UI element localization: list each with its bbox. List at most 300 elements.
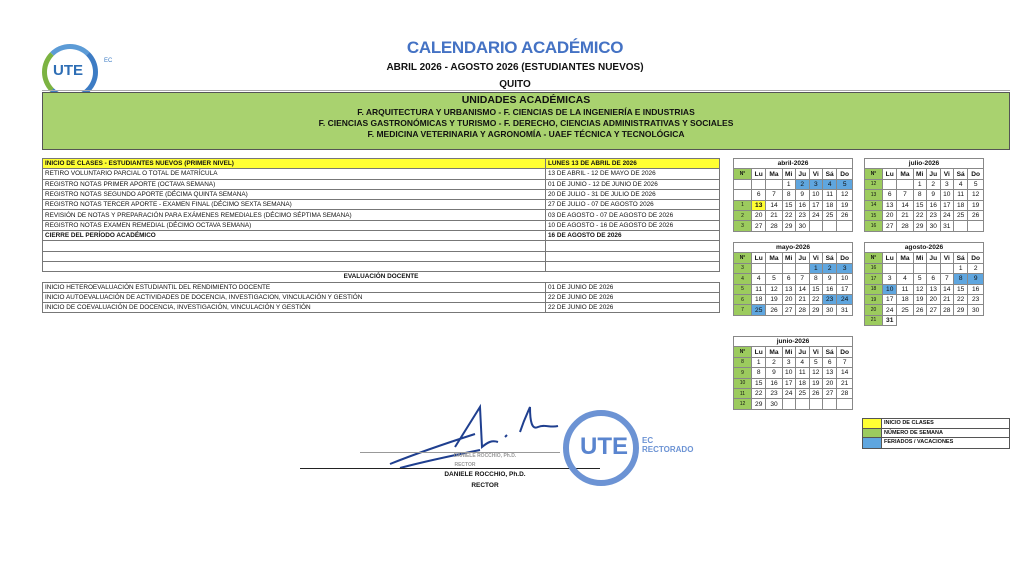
calendar-day: 7 (766, 190, 782, 200)
calendar-day: 16 (766, 378, 782, 388)
calendar-day: 4 (953, 179, 967, 189)
calendar-week (734, 274, 853, 284)
calendar-day: 5 (766, 274, 782, 284)
calendar-day: 8 (782, 190, 795, 200)
empty-cell (940, 263, 953, 273)
section-heading-row (43, 272, 720, 282)
week-number: 5 (734, 284, 752, 294)
calendar-day: 19 (968, 200, 984, 210)
weekday-header: Ju (795, 169, 809, 179)
calendar-title: agosto-2026 (865, 243, 984, 253)
signer-name: DANIELE ROCCHIO, Ph.D. (444, 471, 526, 478)
calendar-day: 11 (752, 284, 766, 294)
calendar-day: 14 (897, 200, 913, 210)
calendar-day: 15 (809, 284, 822, 294)
calendar-week (865, 284, 984, 294)
calendar-day: 30 (766, 399, 782, 409)
calendar-day: 10 (809, 190, 822, 200)
units-line: F. CIENCIAS GASTRONÓMICAS Y TURISMO - F. DERECHO, CIENCIAS ADMINISTRATIVAS Y SOCIALES (318, 118, 734, 128)
calendar-week (865, 315, 984, 325)
calendar-week (865, 294, 984, 304)
calendar-day: 3 (883, 274, 897, 284)
calendar-day: 10 (837, 274, 853, 284)
calendar-day: 22 (809, 294, 822, 304)
calendar-day: 24 (940, 210, 953, 220)
calendar-day: 13 (883, 200, 897, 210)
calendar-day: 2 (795, 179, 809, 189)
calendar-title: mayo-2026 (734, 243, 853, 253)
calendar-week (734, 284, 853, 294)
calendar-day: 5 (913, 274, 926, 284)
empty-cell (782, 263, 795, 273)
weekday-header: Sá (822, 169, 836, 179)
legend (862, 418, 1010, 449)
calendar-day: 12 (809, 368, 822, 378)
calendar-day: 16 (926, 200, 940, 210)
calendar-day: 30 (822, 305, 836, 315)
calendar-day: 1 (782, 179, 795, 189)
signature-line (300, 468, 600, 469)
units-line: F. MEDICINA VETERINARIA Y AGRONOMÍA - UAEF TÉCNICA Y TECNOLÓGICA (367, 129, 685, 139)
weekday-header: Ma (766, 347, 782, 357)
empty-cell (752, 179, 766, 189)
week-number: 6 (734, 294, 752, 304)
calendar-week (734, 221, 853, 231)
table-row: REGISTRO NOTAS PRIMER APORTE (OCTAVA SEMANA) 01 DE JUNIO - 12 DE JUNIO DE 2026 (43, 179, 720, 189)
calendar-day: 24 (837, 294, 853, 304)
events-table (42, 158, 720, 313)
calendar-title: julio-2026 (865, 159, 984, 169)
calendar-july (864, 158, 984, 232)
weekday-header: Lu (883, 253, 897, 263)
calendar-day: 1 (752, 357, 766, 367)
weekday-header: Sá (953, 253, 967, 263)
calendar-day: 24 (809, 210, 822, 220)
week-number: 15 (865, 210, 883, 220)
calendar-day: 3 (837, 263, 853, 273)
calendar-day: 25 (752, 305, 766, 315)
calendar-week (734, 200, 853, 210)
table-row: INICIO HETEROEVALUACIÓN ESTUDIANTIL DEL RENDIMIENTO DOCENTE 01 DE JUNIO DE 2026 (43, 282, 720, 292)
empty-cell (897, 315, 913, 325)
empty-cell (897, 179, 913, 189)
weekday-header: Ju (926, 169, 940, 179)
calendar-day: 6 (752, 190, 766, 200)
weekday-header: Do (968, 253, 984, 263)
calendar-day: 3 (940, 179, 953, 189)
calendar-day: 4 (822, 179, 836, 189)
week-number: 16 (865, 221, 883, 231)
calendar-week (865, 305, 984, 315)
empty-cell (897, 263, 913, 273)
calendar-day: 23 (822, 294, 836, 304)
calendar-day: 4 (752, 274, 766, 284)
calendar-day: 28 (795, 305, 809, 315)
weekday-header: Ma (766, 169, 782, 179)
calendar-day: 7 (795, 274, 809, 284)
page-title: CALENDARIO ACADÉMICO (406, 38, 624, 57)
calendar-title: abril-2026 (734, 159, 853, 169)
week-number: 1 (734, 200, 752, 210)
week-number: 20 (865, 305, 883, 315)
faint-signer-role: RECTOR (454, 462, 476, 468)
calendar-day: 7 (897, 190, 913, 200)
calendar-day: 20 (782, 294, 795, 304)
calendar-week (734, 357, 853, 367)
calendar-day: 2 (766, 357, 782, 367)
calendar-week (734, 190, 853, 200)
calendar-day: 2 (926, 179, 940, 189)
weekday-header: Sá (953, 169, 967, 179)
calendar-day: 30 (968, 305, 984, 315)
empty-cell (766, 263, 782, 273)
calendar-day: 28 (837, 388, 853, 398)
calendar-may (733, 242, 853, 316)
calendar-week (734, 378, 853, 388)
empty-cell (752, 263, 766, 273)
calendar-week (865, 179, 984, 189)
calendar-day: 24 (782, 388, 795, 398)
calendar-day: 26 (913, 305, 926, 315)
calendar-day: 11 (897, 284, 913, 294)
calendar-week (734, 210, 853, 220)
calendar-day: 22 (953, 294, 967, 304)
calendar-day: 17 (782, 378, 795, 388)
week-number: 4 (734, 274, 752, 284)
calendar-day: 27 (782, 305, 795, 315)
week-number: 12 (865, 179, 883, 189)
calendar-day: 20 (883, 210, 897, 220)
week-number: 10 (734, 378, 752, 388)
empty-cell (883, 263, 897, 273)
weekday-header: Sá (822, 253, 836, 263)
calendar-day: 18 (795, 378, 809, 388)
table-row: INICIO DE CLASES - ESTUDIANTES NUEVOS (PRIMER NIVEL) LUNES 13 DE ABRIL DE 2026 (43, 159, 720, 169)
calendar-day: 17 (809, 200, 822, 210)
calendar-august (864, 242, 984, 326)
calendar-june (733, 336, 853, 410)
legend-swatch (863, 429, 882, 438)
calendar-title: junio-2026 (734, 337, 853, 347)
calendar-day: 8 (752, 368, 766, 378)
week-number: 18 (865, 284, 883, 294)
calendar-week (865, 263, 984, 273)
calendar-day: 8 (953, 274, 967, 284)
empty-cell (809, 399, 822, 409)
empty-cell (837, 399, 853, 409)
weekday-header: Do (968, 169, 984, 179)
calendar-week (865, 190, 984, 200)
empty-row (43, 261, 720, 271)
weekday-header: Mi (782, 169, 795, 179)
table-row: INICIO AUTOEVALUACIÓN DE ACTIVIDADES DE DOCENCIA, INVESTIGACION, VINCULACIÓN Y GESTIÓN 22 DE JUNIO DE 2026 (43, 292, 720, 302)
weekday-header: Lu (752, 253, 766, 263)
calendar-day: 12 (913, 284, 926, 294)
calendar-day: 17 (940, 200, 953, 210)
calendar-day: 2 (822, 263, 836, 273)
empty-cell (837, 221, 853, 231)
weekday-header: N° (865, 169, 883, 179)
weekday-header: Ju (926, 253, 940, 263)
table-row: REGISTRO NOTAS EXAMEN REMEDIAL (DÉCIMO OCTAVA SEMANA) 10 DE AGOSTO - 16 DE AGOSTO DE 2026 (43, 220, 720, 230)
week-number: 3 (734, 263, 752, 273)
weekday-header: Vi (809, 253, 822, 263)
calendar-week (865, 221, 984, 231)
units-line: F. ARQUITECTURA Y URBANISMO - F. CIENCIAS DE LA INGENIERÍA E INDUSTRIAS (357, 107, 695, 117)
calendar-day: 12 (968, 190, 984, 200)
calendar-day: 4 (795, 357, 809, 367)
empty-cell (968, 315, 984, 325)
weekday-header: Vi (809, 347, 822, 357)
week-number: 3 (734, 221, 752, 231)
calendar-week (734, 263, 853, 273)
calendar-week (734, 294, 853, 304)
calendar-day: 15 (752, 378, 766, 388)
calendar-day: 25 (897, 305, 913, 315)
calendar-day: 13 (782, 284, 795, 294)
calendar-day: 18 (897, 294, 913, 304)
calendar-week (865, 210, 984, 220)
calendar-day: 23 (968, 294, 984, 304)
calendar-day: 31 (940, 221, 953, 231)
calendar-day: 15 (953, 284, 967, 294)
table-row: REVISIÓN DE NOTAS Y PREPARACIÓN PARA EXÁMENES REMEDIALES (DÉCIMO SÉPTIMA SEMANA) 03 DE AGOSTO - 07 DE AGOSTO DE 2026 (43, 210, 720, 220)
legend-item: NÚMERO DE SEMANA (863, 429, 1009, 439)
weekday-header: Vi (809, 169, 822, 179)
table-row: RETIRO VOLUNTARIO PARCIAL O TOTAL DE MATRÍCULA 13 DE ABRIL - 12 DE MAYO DE 2026 (43, 169, 720, 179)
weekday-header: Lu (752, 169, 766, 179)
week-number (734, 179, 752, 189)
calendar-day: 9 (926, 190, 940, 200)
calendar-day: 30 (795, 221, 809, 231)
weekday-header: Ma (766, 253, 782, 263)
week-number: 13 (865, 190, 883, 200)
calendar-day: 29 (913, 221, 926, 231)
weekday-header: Ju (795, 253, 809, 263)
calendar-day: 8 (809, 274, 822, 284)
calendar-week (734, 388, 853, 398)
table-row: REGISTRO NOTAS SEGUNDO APORTE (DÉCIMA QUINTA SEMANA) 20 DE JULIO - 31 DE JULIO DE 2026 (43, 189, 720, 199)
calendar-day: 9 (766, 368, 782, 378)
calendar-day: 5 (809, 357, 822, 367)
calendar-day: 26 (766, 305, 782, 315)
evaluation-heading: EVALUACIÓN DOCENTE (43, 272, 720, 282)
calendar-day: 23 (795, 210, 809, 220)
calendar-day: 14 (766, 200, 782, 210)
calendar-day: 12 (766, 284, 782, 294)
calendar-day: 2 (968, 263, 984, 273)
calendar-week (734, 399, 853, 409)
week-number: 19 (865, 294, 883, 304)
calendar-day: 26 (837, 210, 853, 220)
calendar-day: 21 (766, 210, 782, 220)
calendar-day: 29 (809, 305, 822, 315)
calendar-day: 6 (782, 274, 795, 284)
calendar-day: 22 (913, 210, 926, 220)
calendar-day: 27 (752, 221, 766, 231)
calendar-day: 6 (822, 357, 836, 367)
signer-role: RECTOR (471, 482, 499, 489)
empty-cell (968, 221, 984, 231)
calendar-day: 27 (883, 221, 897, 231)
weekday-header: Vi (940, 169, 953, 179)
empty-cell (940, 315, 953, 325)
weekday-header: Ma (897, 253, 913, 263)
calendar-day: 13 (752, 200, 766, 210)
faint-signer-name: DANIELE ROCCHIO, Ph.D. (453, 453, 517, 459)
ute-logo: UTE (42, 44, 98, 100)
weekday-header: Mi (782, 347, 795, 357)
calendar-day: 19 (913, 294, 926, 304)
legend-item: INICIO DE CLASES (863, 419, 1009, 429)
period-subtitle: ABRIL 2026 - AGOSTO 2026 (ESTUDIANTES NUEVOS) (386, 62, 644, 73)
week-number: 14 (865, 200, 883, 210)
calendar-day: 28 (766, 221, 782, 231)
legend-swatch (863, 419, 882, 428)
calendar-day: 9 (795, 190, 809, 200)
calendar-day: 21 (940, 294, 953, 304)
calendar-day: 4 (897, 274, 913, 284)
calendar-day: 14 (940, 284, 953, 294)
calendar-week (734, 179, 853, 189)
week-number: 2 (734, 210, 752, 220)
calendar-day: 25 (795, 388, 809, 398)
calendar-day: 27 (822, 388, 836, 398)
table-row: REGISTRO NOTAS TERCER APORTE - EXAMEN FINAL (DÉCIMO SEXTA SEMANA) 27 DE JULIO - 07 DE AGOSTO 2026 (43, 200, 720, 210)
calendar-day: 24 (883, 305, 897, 315)
logo-ec: EC (104, 58, 113, 64)
week-number: 17 (865, 274, 883, 284)
weekday-header: Lu (752, 347, 766, 357)
weekday-header: N° (734, 169, 752, 179)
empty-cell (822, 221, 836, 231)
calendar-day: 11 (795, 368, 809, 378)
empty-cell (782, 399, 795, 409)
calendar-day: 30 (926, 221, 940, 231)
calendar-week (734, 368, 853, 378)
empty-row (43, 241, 720, 251)
calendar-day: 29 (782, 221, 795, 231)
calendar-day: 21 (795, 294, 809, 304)
week-number: 16 (865, 263, 883, 273)
calendar-day: 29 (752, 399, 766, 409)
calendar-day: 17 (883, 294, 897, 304)
weekday-header: Lu (883, 169, 897, 179)
empty-cell (913, 315, 926, 325)
calendar-day: 5 (968, 179, 984, 189)
calendar-day: 3 (782, 357, 795, 367)
calendar-day: 6 (883, 190, 897, 200)
calendar-day: 15 (782, 200, 795, 210)
calendar-day: 14 (837, 368, 853, 378)
legend-swatch (863, 438, 882, 448)
calendar-day: 11 (822, 190, 836, 200)
weekday-header: Ju (795, 347, 809, 357)
empty-cell (795, 399, 809, 409)
calendar-day: 27 (926, 305, 940, 315)
empty-cell (953, 315, 967, 325)
calendar-day: 26 (968, 210, 984, 220)
empty-cell (913, 263, 926, 273)
calendar-day: 5 (837, 179, 853, 189)
empty-cell (926, 315, 940, 325)
calendar-day: 8 (913, 190, 926, 200)
weekday-header: Do (837, 253, 853, 263)
empty-cell (766, 179, 782, 189)
weekday-header: Ma (897, 169, 913, 179)
calendar-day: 28 (940, 305, 953, 315)
week-number: 8 (734, 357, 752, 367)
table-row: CIERRE DEL PERÍODO ACADÉMICO 16 DE AGOSTO DE 2026 (43, 231, 720, 241)
calendar-week (865, 200, 984, 210)
calendar-day: 19 (809, 378, 822, 388)
calendar-day: 22 (752, 388, 766, 398)
empty-cell (883, 179, 897, 189)
calendar-day: 23 (766, 388, 782, 398)
calendar-day: 31 (837, 305, 853, 315)
calendar-day: 10 (883, 284, 897, 294)
divider (42, 90, 1010, 91)
stamp-label: EC RECTORADO (642, 436, 694, 454)
calendar-day: 12 (837, 190, 853, 200)
empty-row (43, 251, 720, 261)
empty-cell (795, 263, 809, 273)
calendar-day: 15 (913, 200, 926, 210)
weekday-header: Vi (940, 253, 953, 263)
calendar-day: 22 (782, 210, 795, 220)
calendar-day: 1 (913, 179, 926, 189)
weekday-header: Mi (913, 253, 926, 263)
calendar-day: 16 (968, 284, 984, 294)
calendar-day: 18 (953, 200, 967, 210)
calendar-day: 3 (809, 179, 822, 189)
calendar-day: 31 (883, 315, 897, 325)
calendar-day: 14 (795, 284, 809, 294)
city: QUITO (499, 79, 531, 90)
empty-cell (809, 221, 822, 231)
calendar-day: 23 (926, 210, 940, 220)
units-heading: UNIDADES ACADÉMICAS (461, 94, 591, 106)
empty-cell (822, 399, 836, 409)
calendar-day: 25 (953, 210, 967, 220)
weekday-header: Mi (782, 253, 795, 263)
weekday-header: Do (837, 169, 853, 179)
academic-units-banner (42, 92, 1010, 150)
calendar-day: 10 (782, 368, 795, 378)
calendar-day: 10 (940, 190, 953, 200)
weekday-header: N° (734, 347, 752, 357)
calendar-day: 16 (822, 284, 836, 294)
calendar-week (865, 274, 984, 284)
calendar-day: 25 (822, 210, 836, 220)
calendar-day: 18 (822, 200, 836, 210)
calendar-day: 20 (822, 378, 836, 388)
calendar-day: 20 (752, 210, 766, 220)
legend-item: FERIADOS / VACACIONES (863, 438, 1009, 448)
calendar-day: 7 (940, 274, 953, 284)
calendar-day: 26 (809, 388, 822, 398)
weekday-header: Sá (822, 347, 836, 357)
calendar-day: 6 (926, 274, 940, 284)
weekday-header: N° (865, 253, 883, 263)
week-number: 11 (734, 388, 752, 398)
week-number: 12 (734, 399, 752, 409)
week-number: 21 (865, 315, 883, 325)
calendar-day: 16 (795, 200, 809, 210)
calendar-day: 17 (837, 284, 853, 294)
table-row: INICIO DE COEVALUACIÓN DE DOCENCIA, INVESTIGACIÓN, VINCULACIÓN Y GESTIÓN 22 DE JUNIO DE 2026 (43, 303, 720, 313)
calendar-day: 9 (822, 274, 836, 284)
